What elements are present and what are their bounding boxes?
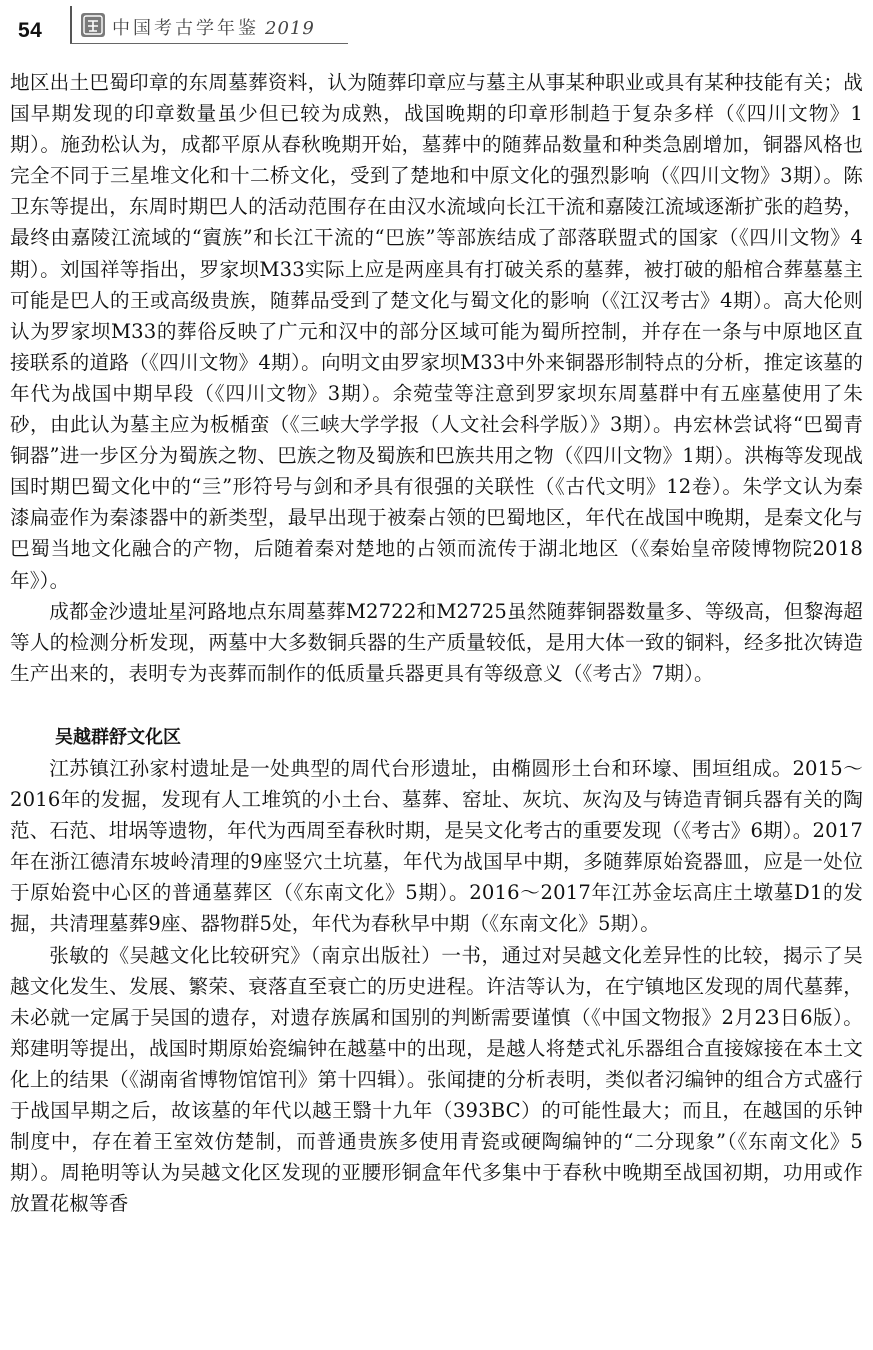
yearbook-seal-logo-icon bbox=[80, 12, 106, 38]
section-paragraph: 江苏镇江孙家村遗址是一处典型的周代台形遗址，由椭圆形土台和环壕、围垣组成。2015～2016年的发掘，发现有人工堆筑的小土台、墓葬、窑址、灰坑、灰沟及与铸造青铜兵器有关的陶范、石范、坩埚等遗物，年代为西周至春秋时期，是吴文化考古的重要发现（《考古》6期）。2017年在浙江德清东坡岭清理的9座竖穴土坑墓，年代为战国早中期，多随葬原始瓷器皿，应是一处位于原始瓷中心区的普通墓葬区（《东南文化》5期）。2016～2017年江苏金坛高庄土墩墓D1的发掘，共清理墓葬9座、器物群5处，年代为春秋早中期（《东南文化》5期）。 bbox=[10, 756, 863, 936]
header-divider-vertical bbox=[70, 6, 72, 44]
paragraph-continued: 地区出土巴蜀印章的东周墓葬资料，认为随葬印章应与墓主从事某种职业或具有某种技能有关；战国早期发现的印章数量虽少但已较为成熟，战国晚期的印章形制趋于复杂多样（《四川文物》1期）。施劲松认为，成都平原从春秋晚期开始，墓葬中的随葬品数量和种类急剧增加，铜器风格也完全不同于三星堆文化和十二桥文化，受到了楚地和中原文化的强烈影响（《四川文物》3期）。陈卫东等提出，东周时期巴人的活动范围存在由汉水流域向长江干流和嘉陵江流域逐渐扩张的趋势，最终由嘉陵江流域的“賨族”和长江干流的“巴族”等部族结成了部落联盟式的国家（《四川文物》4期）。刘国祥等指出，罗家坝M33实际上应是两座具有打破关系的墓葬，被打破的船棺合葬墓墓主可能是巴人的王或高级贵族，随葬品受到了楚文化与蜀文化的影响（《江汉考古》4期）。高大伦则认为罗家坝M33的葬俗反映了广元和汉中的部分区域可能为蜀所控制，并存在一条与中原地区直接联系的道路（《四川文物》4期）。向明文由罗家坝M33中外来铜器形制特点的分析，推定该墓的年代为战国中期早段（《四川文物》3期）。余菀莹等注意到罗家坝东周墓群中有五座墓使用了朱砂，由此认为墓主应为板楯蛮（《三峡大学学报（人文社会科学版）》3期）。冉宏林尝试将“巴蜀青铜器”进一步区分为蜀族之物、巴族之物及蜀族和巴族共用之物（《四川文物》1期）。洪梅等发现战国时期巴蜀文化中的“亖”形符号与剑和矛具有很强的关联性（《古代文明》12卷）。朱学文认为秦漆扁壶作为秦漆器中的新类型，最早出现于被秦占领的巴蜀地区，年代在战国中晚期，是秦文化与巴蜀当地文化融合的产物，后随着秦对楚地的占领而流传于湖北地区（《秦始皇帝陵博物院2018年》）。 bbox=[10, 71, 863, 592]
book-year: 2019 bbox=[265, 18, 315, 39]
section-paragraph: 张敏的《吴越文化比较研究》（南京出版社）一书，通过对吴越文化差异性的比较，揭示了吴越文化发生、发展、繁荣、衰落直至衰亡的历史进程。许洁等认为，在宁镇地区发现的周代墓葬，未必就一定属于吴国的遗存，对遗存族属和国别的判断需要谨慎（《中国文物报》2月23日6版）。郑建明等提出，战国时期原始瓷编钟在越墓中的出现，是越人将楚式礼乐器组合直接嫁接在本土文化上的结果（《湖南省博物馆馆刊》第十四辑）。张闻捷的分析表明，类似者汈编钟的组合方式盛行于战国早期之后，故该墓的年代以越王翳十九年（393BC）的可能性最大；而且，在越国的乐钟制度中，存在着王室效仿楚制，而普通贵族多使用青瓷或硬陶编钟的“二分现象”（《东南文化》5期）。周艳明等认为吴越文化区发现的亚腰形铜盒年代多集中于春秋中晚期至战国初期，功用或作放置花椒等香 bbox=[10, 943, 863, 1216]
paragraph: 成都金沙遗址星河路地点东周墓葬M2722和M2725虽然随葬铜器数量多、等级高，但黎海超等人的检测分析发现，两墓中大多数铜兵器的生产质量较低，是用大体一致的铜料，经多批次铸造生产出来的，表明专为丧葬而制作的低质量兵器更具有等级意义（《考古》7期）。 bbox=[10, 599, 863, 685]
page-header bbox=[0, 0, 873, 56]
book-title-text: 中国考古学年鉴 bbox=[112, 18, 259, 39]
book-title bbox=[112, 14, 315, 40]
page-body bbox=[10, 67, 863, 1219]
section-heading: 吴越群舒文化区 bbox=[55, 726, 181, 748]
header-rule bbox=[70, 43, 348, 44]
page-number: 54 bbox=[18, 19, 43, 42]
